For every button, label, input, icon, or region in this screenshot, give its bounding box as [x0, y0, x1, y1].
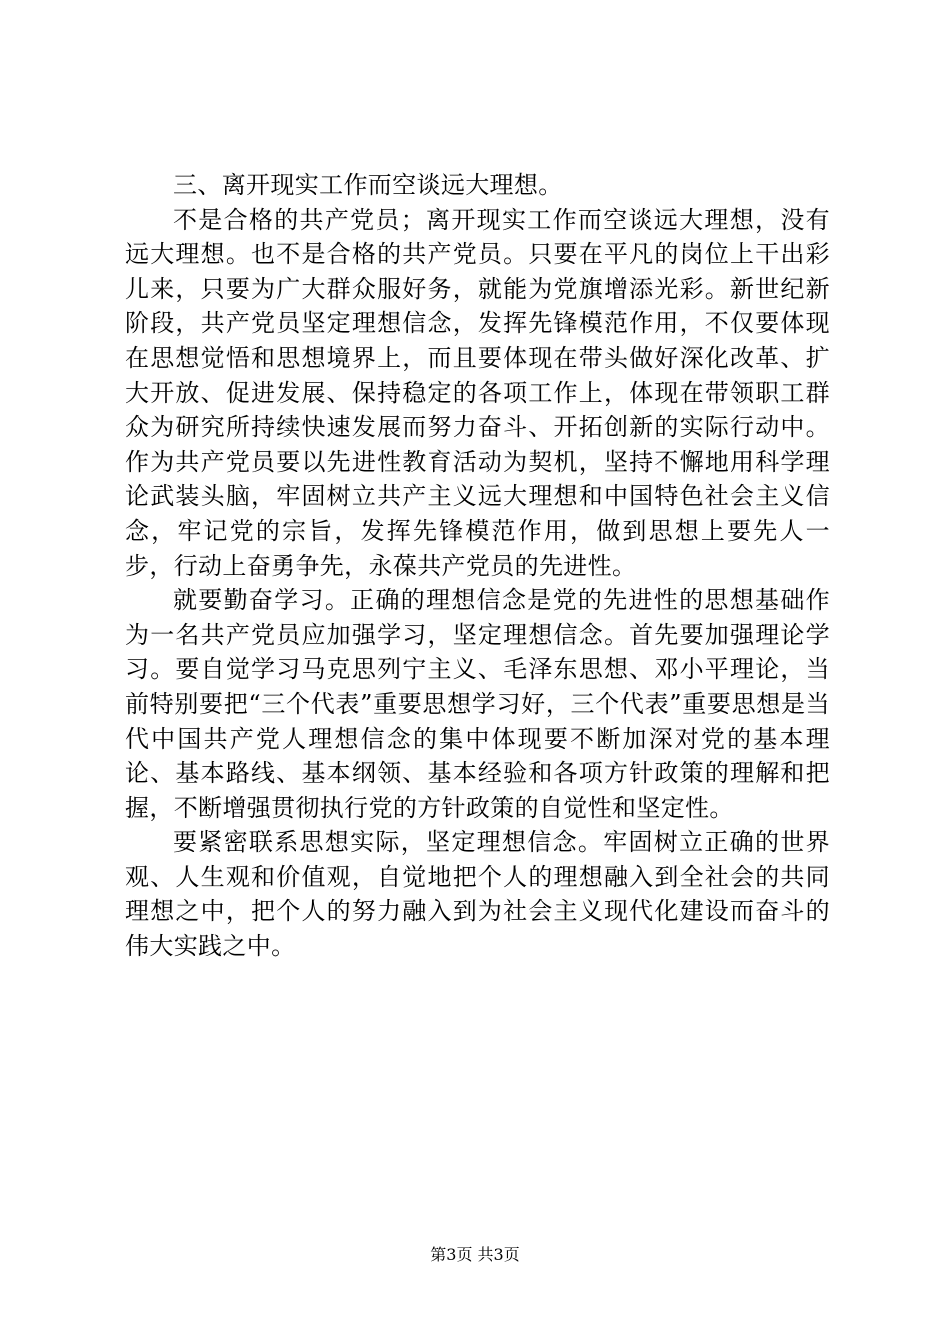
paragraph-study: 就要勤奋学习。正确的理想信念是党的先进性的思想基础作为一名共产党员应加强学习，坚定理想信念。首先要加强理论学习。要自觉学习马克思列宁主义、毛泽东思想、邓小平理论，当前特别要把“三个代表”重要思想学习好，三个代表”重要思想是当代中国共产党人理想信念的集中体现要不断加深对党的基本理论、基本路线、基本纲领、基本经验和各项方针政策的理解和把握，不断增强贯彻执行党的方针政策的自觉性和坚定性。: [125, 586, 830, 822]
document-body: [125, 168, 830, 964]
paragraph-ideals: 要紧密联系思想实际，坚定理想信念。牢固树立正确的世界观、人生观和价值观，自觉地把个人的理想融入到全社会的共同理想之中，把个人的努力融入到为社会主义现代化建设而奋斗的伟大实践之中。: [125, 828, 830, 961]
page-footer: 第3页 共3页: [430, 1245, 520, 1264]
paragraph-party-member: 不是合格的共产党员；离开现实工作而空谈远大理想，没有远大理想。也不是合格的共产党员。只要在平凡的岗位上干出彩儿来，只要为广大群众服好务，就能为党旗增添光彩。新世纪新阶段，共产党员坚定理想信念，发挥先锋模范作用，不仅要体现在思想觉悟和思想境界上，而且要体现在带头做好深化改革、扩大开放、促进发展、保持稳定的各项工作上，体现在带领职工群众为研究所持续快速发展而努力奋斗、开拓创新的实际行动中。作为共产党员要以先进性教育活动为契机，坚持不懈地用科学理论武装头脑，牢固树立共产主义远大理想和中国特色社会主义信念，牢记党的宗旨，发挥先锋模范作用，做到思想上要先人一步，行动上奋勇争先，永葆共产党员的先进性。: [125, 205, 830, 580]
paragraph-heading: 三、离开现实工作而空谈远大理想。: [173, 171, 563, 199]
